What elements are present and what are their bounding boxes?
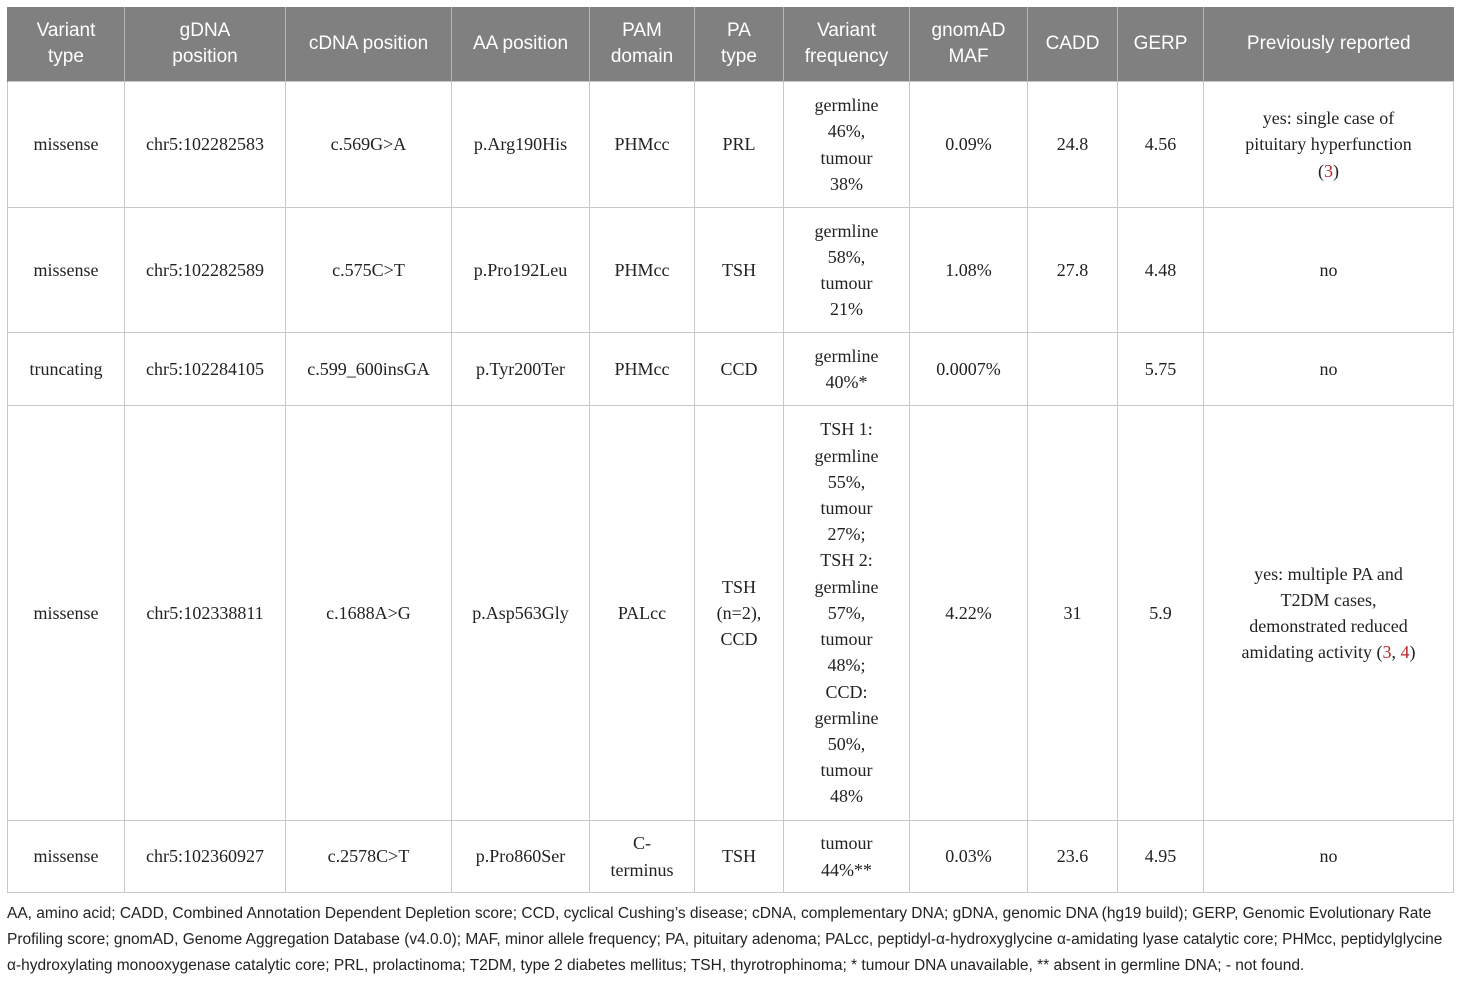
- cell-cdna-position: c.575C>T: [286, 208, 452, 333]
- reported-text: yes: multiple PA and T2DM cases, demonstrated reduced amidating activity (: [1241, 563, 1408, 663]
- cell-aa-position: p.Asp563Gly: [452, 406, 590, 821]
- cell-variant-type: missense: [8, 82, 125, 208]
- cell-variant-type: missense: [8, 821, 125, 893]
- cell-gdna-position: chr5:102338811: [125, 406, 286, 821]
- cell-gnomad-maf: 0.0007%: [910, 333, 1028, 406]
- cell-previously-reported: no: [1204, 821, 1454, 893]
- cell-gnomad-maf: 0.09%: [910, 82, 1028, 208]
- cell-variant-frequency: germline 46%, tumour 38%: [784, 82, 910, 208]
- cell-pam-domain: PHMcc: [590, 82, 695, 208]
- cell-previously-reported: [1204, 82, 1454, 208]
- table-row: [8, 821, 1454, 893]
- cell-variant-frequency: germline 58%, tumour 21%: [784, 208, 910, 333]
- table-row: [8, 333, 1454, 406]
- cell-cadd: [1028, 333, 1118, 406]
- cell-gdna-position: chr5:102282589: [125, 208, 286, 333]
- table-row: [8, 82, 1454, 208]
- header-aa-position: AA position: [452, 7, 590, 82]
- reported-text: yes: single case of pituitary hyperfunction (: [1245, 108, 1412, 181]
- cell-aa-position: p.Arg190His: [452, 82, 590, 208]
- variants-table: [7, 7, 1454, 893]
- cell-cdna-position: c.569G>A: [286, 82, 452, 208]
- header-variant-type: Variant type: [8, 7, 125, 82]
- cell-gerp: 5.9: [1118, 406, 1204, 821]
- cell-gdna-position: chr5:102284105: [125, 333, 286, 406]
- header-variant-frequency: Variant frequency: [784, 7, 910, 82]
- cell-gnomad-maf: 4.22%: [910, 406, 1028, 821]
- cell-gnomad-maf: 1.08%: [910, 208, 1028, 333]
- cell-pam-domain: PALcc: [590, 406, 695, 821]
- cell-aa-position: p.Tyr200Ter: [452, 333, 590, 406]
- reference-link[interactable]: 4: [1400, 642, 1410, 663]
- header-gnomad-maf: gnomAD MAF: [910, 7, 1028, 82]
- cell-variant-frequency: tumour 44%**: [784, 821, 910, 893]
- table-row: [8, 208, 1454, 333]
- table-row: [8, 406, 1454, 821]
- cell-gdna-position: chr5:102360927: [125, 821, 286, 893]
- cell-cdna-position: c.2578C>T: [286, 821, 452, 893]
- cell-cdna-position: c.1688A>G: [286, 406, 452, 821]
- cell-variant-type: missense: [8, 406, 125, 821]
- cell-pa-type: TSH: [695, 208, 784, 333]
- cell-pa-type: TSH: [695, 821, 784, 893]
- header-gdna-position: gDNA position: [125, 7, 286, 82]
- reported-end: ): [1409, 642, 1416, 663]
- header-pa-type: PA type: [695, 7, 784, 82]
- reference-separator: ,: [1391, 642, 1401, 663]
- cell-previously-reported: [1204, 406, 1454, 821]
- table-footnote: AA, amino acid; CADD, Combined Annotation Dependent Depletion score; CCD, cyclical Cushing’s disease; cDNA, complementary DNA; gDNA, genomic DNA (hg19 build); GERP, Genomic Evolutionary Rate Profiling score; gnomAD, Genome Aggregation Database (v4.0.0); MAF, minor allele frequency; PA, pituitary adenoma; PALcc, peptidyl-α-hydroxyglycine α-amidating lyase catalytic core; PHMcc, peptidylglycine α-hydroxylating monooxygenase catalytic core; PRL, prolactinoma; T2DM, type 2 diabetes mellitus; TSH, thyrotrophinoma; * tumour DNA unavailable, ** absent in germline DNA; - not found.: [7, 905, 1443, 974]
- header-gerp: GERP: [1118, 7, 1204, 82]
- cell-cdna-position: c.599_600insGA: [286, 333, 452, 406]
- cell-cadd: 31: [1028, 406, 1118, 821]
- reported-end: ): [1333, 160, 1339, 181]
- cell-pa-type: PRL: [695, 82, 784, 208]
- cell-pam-domain: PHMcc: [590, 333, 695, 406]
- cell-cadd: 24.8: [1028, 82, 1118, 208]
- cell-gerp: 4.48: [1118, 208, 1204, 333]
- cell-pa-type: TSH (n=2), CCD: [695, 406, 784, 821]
- cell-gnomad-maf: 0.03%: [910, 821, 1028, 893]
- cell-aa-position: p.Pro192Leu: [452, 208, 590, 333]
- header-cadd: CADD: [1028, 7, 1118, 82]
- cell-gerp: 4.56: [1118, 82, 1204, 208]
- cell-pam-domain: PHMcc: [590, 208, 695, 333]
- cell-aa-position: p.Pro860Ser: [452, 821, 590, 893]
- cell-cadd: 27.8: [1028, 208, 1118, 333]
- variants-table-container: [7, 7, 1453, 893]
- cell-gerp: 4.95: [1118, 821, 1204, 893]
- cell-gdna-position: chr5:102282583: [125, 82, 286, 208]
- header-previously-reported: Previously reported: [1204, 7, 1454, 82]
- reference-link[interactable]: 3: [1382, 642, 1392, 663]
- table-header-row: [8, 7, 1454, 82]
- cell-variant-frequency: germline 40%*: [784, 333, 910, 406]
- cell-previously-reported: no: [1204, 333, 1454, 406]
- cell-variant-frequency: TSH 1: germline 55%, tumour 27%; TSH 2: germline 57%, tumour 48%; CCD: germline 50%, tumour 48%: [784, 406, 910, 821]
- header-pam-domain: PAM domain: [590, 7, 695, 82]
- reference-link[interactable]: 3: [1324, 160, 1333, 181]
- cell-cadd: 23.6: [1028, 821, 1118, 893]
- cell-pa-type: CCD: [695, 333, 784, 406]
- header-cdna-position: cDNA position: [286, 7, 452, 82]
- cell-previously-reported: no: [1204, 208, 1454, 333]
- cell-variant-type: missense: [8, 208, 125, 333]
- cell-variant-type: truncating: [8, 333, 125, 406]
- cell-pam-domain: C- terminus: [590, 821, 695, 893]
- cell-gerp: 5.75: [1118, 333, 1204, 406]
